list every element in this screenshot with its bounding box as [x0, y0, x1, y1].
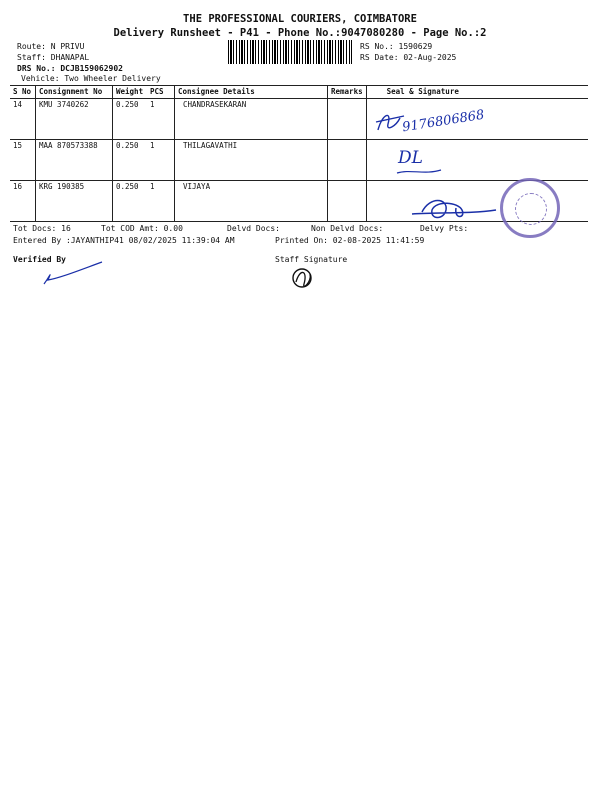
row15-handwritten-note: DL: [398, 148, 423, 168]
cell-sno: 14: [10, 99, 36, 140]
row16-signature: [410, 190, 500, 226]
company-title: THE PROFESSIONAL COURIERS, COIMBATORE: [183, 13, 417, 25]
cell-remarks: [328, 99, 367, 140]
cell-consignment: KMU 3740262: [36, 99, 113, 140]
cell-pcs: 1: [147, 181, 175, 222]
runsheet-subtitle: Delivery Runsheet - P41 - Phone No.:9047080280 - Page No.:2: [113, 27, 487, 39]
drs-label: DRS No.: DCJB159062902: [17, 64, 123, 73]
cell-weight: 0.250: [113, 181, 148, 222]
staff-signature: [288, 264, 320, 292]
verified-by-label: Verified By: [13, 255, 66, 264]
cell-pcs: 1: [147, 99, 175, 140]
cell-consignee: VIJAYA: [175, 181, 328, 222]
cell-remarks: [328, 140, 367, 181]
row14-handwritten-phone: 9176806868: [401, 107, 486, 136]
table-row: [10, 99, 588, 140]
col-pcs: PCS: [147, 86, 175, 99]
cell-pcs: 1: [147, 140, 175, 181]
staff-signature-label: Staff Signature: [275, 255, 348, 264]
cell-weight: 0.250: [113, 140, 148, 181]
row15-underline: [395, 165, 445, 177]
cell-consignment: KRG 190385: [36, 181, 113, 222]
col-remarks: Remarks: [328, 86, 367, 99]
cell-sno: 16: [10, 181, 36, 222]
col-weight: Weight: [113, 86, 148, 99]
tot-docs: Tot Docs: 16: [13, 224, 71, 233]
non-delvd-docs: Non Delvd Docs:: [311, 224, 384, 233]
col-consignee: Consignee Details: [175, 86, 328, 99]
col-sno: S No: [10, 86, 36, 99]
col-consignment: Consignment No: [36, 86, 113, 99]
vehicle-label: Vehicle: Two Wheeler Delivery: [21, 74, 161, 83]
verified-signature: [40, 258, 110, 290]
cell-consignee: CHANDRASEKARAN: [175, 99, 328, 140]
barcode: [228, 40, 352, 64]
delvy-pts: Delvy Pts:: [420, 224, 469, 233]
cell-sno: 15: [10, 140, 36, 181]
cell-remarks: [328, 181, 367, 222]
table-row: [10, 140, 588, 181]
col-seal-signature: Seal & Signature: [366, 86, 588, 99]
tot-cod-amt: Tot COD Amt: 0.00: [101, 224, 183, 233]
entered-by: Entered By :JAYANTHIP41 08/02/2025 11:39:04 AM: [13, 236, 235, 245]
printed-on: Printed On: 02-08-2025 11:41:59: [275, 236, 425, 245]
table-header-row: [10, 86, 588, 99]
delvd-docs: Delvd Docs:: [227, 224, 280, 233]
seal-stamp: [500, 178, 560, 238]
rs-number: RS No.: 1590629: [360, 42, 433, 51]
cell-weight: 0.250: [113, 99, 148, 140]
cell-consignment: MAA 870573388: [36, 140, 113, 181]
cell-consignee: THILAGAVATHI: [175, 140, 328, 181]
route-label: Route: N PRIVU: [17, 42, 85, 51]
rs-date: RS Date: 02-Aug-2025: [360, 53, 457, 62]
staff-label: Staff: DHANAPAL: [17, 53, 90, 62]
